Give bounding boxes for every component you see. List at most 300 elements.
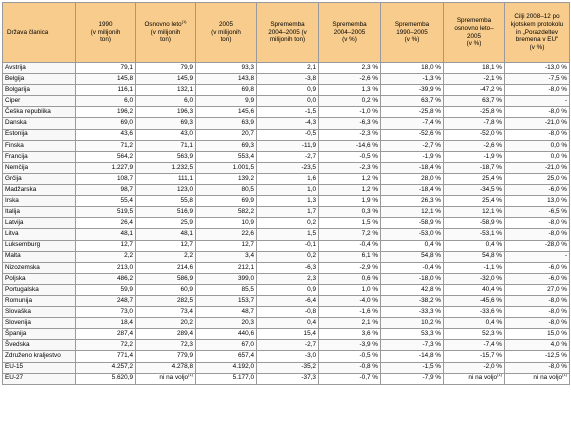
value-cell: ni na voljo$^{(1)}$ [136, 373, 196, 384]
value-cell: 586,9 [136, 273, 196, 284]
value-cell: -2,7 [257, 151, 319, 162]
country-cell: Švedska [3, 340, 76, 351]
country-cell: Danska [3, 118, 76, 129]
value-cell: 132,1 [136, 85, 196, 96]
value-cell: -2,3 % [319, 129, 381, 140]
country-cell: Italija [3, 207, 76, 218]
value-cell: -1,1 % [444, 262, 505, 273]
value-cell: 123,0 [136, 185, 196, 196]
value-cell: 0,4 % [381, 240, 444, 251]
value-cell: 15,4 [257, 329, 319, 340]
value-cell: 145,9 [136, 74, 196, 85]
value-cell: 4.257,2 [76, 362, 136, 373]
value-cell: -53,1 % [444, 229, 505, 240]
value-cell: -0,8 [257, 307, 319, 318]
table-row [3, 107, 570, 118]
value-cell: 43,0 [136, 129, 196, 140]
value-cell: -8,0 % [505, 307, 570, 318]
value-cell: -1,9 % [381, 151, 444, 162]
value-cell: 0,0 [257, 96, 319, 107]
value-cell: 4.192,0 [196, 362, 257, 373]
value-cell: 440,6 [196, 329, 257, 340]
value-cell: -2,9 % [319, 262, 381, 273]
value-cell: 771,4 [76, 351, 136, 362]
value-cell: -8,0 % [505, 295, 570, 306]
value-cell: 282,5 [136, 295, 196, 306]
value-cell: -12,5 % [505, 351, 570, 362]
value-cell: -1,0 % [319, 107, 381, 118]
value-cell: 563,9 [136, 151, 196, 162]
value-cell: -35,2 [257, 362, 319, 373]
country-cell: Grčija [3, 173, 76, 184]
value-cell: 10,2 % [381, 318, 444, 329]
value-cell: 213,0 [76, 262, 136, 273]
value-cell: 15,0 % [505, 329, 570, 340]
value-cell: -33,6 % [444, 307, 505, 318]
value-cell: 60,9 [136, 284, 196, 295]
value-cell: -53,0 % [381, 229, 444, 240]
value-cell: 6,0 [76, 96, 136, 107]
country-cell: Estonija [3, 129, 76, 140]
value-cell: 20,3 [196, 318, 257, 329]
value-cell: -18,4 % [381, 162, 444, 173]
header-col-2: Osnovno leto$^{(1)}$ (v milijonih ton) [136, 3, 196, 63]
value-cell: -1,9 % [444, 151, 505, 162]
value-cell: -6,4 [257, 295, 319, 306]
country-cell: EU-27 [3, 373, 76, 384]
value-cell: 1,2 % [319, 185, 381, 196]
value-cell: 0,4 % [444, 318, 505, 329]
value-cell: -8,0 % [505, 129, 570, 140]
value-cell: 399,0 [196, 273, 257, 284]
table-row [3, 351, 570, 362]
value-cell: -13,0 % [505, 63, 570, 74]
value-cell: 22,6 [196, 229, 257, 240]
value-cell: -4,3 [257, 118, 319, 129]
value-cell: 2,3 % [319, 63, 381, 74]
table-row [3, 240, 570, 251]
value-cell: 0,2 [257, 218, 319, 229]
value-cell: 73,4 [136, 307, 196, 318]
value-cell: 6,0 [136, 96, 196, 107]
header-col-7: Sprememba osnovno leto– 2005 (v %) [444, 3, 505, 63]
value-cell: 67,0 [196, 340, 257, 351]
value-cell: 1,9 % [319, 196, 381, 207]
value-cell: 20,7 [196, 129, 257, 140]
value-cell: 1,0 % [319, 284, 381, 295]
value-cell: 516,9 [136, 207, 196, 218]
value-cell: 582,2 [196, 207, 257, 218]
value-cell: 2,1 % [319, 318, 381, 329]
header-col-5: Sprememba 2004–2005 (v %) [319, 3, 381, 63]
value-cell: -8,0 % [505, 229, 570, 240]
value-cell: -8,0 % [505, 362, 570, 373]
value-cell: -32,0 % [444, 273, 505, 284]
value-cell: 145,8 [76, 74, 136, 85]
value-cell: -1,5 [257, 107, 319, 118]
value-cell: 2,1 [257, 63, 319, 74]
country-cell: Malta [3, 251, 76, 262]
table-row [3, 129, 570, 140]
table-row [3, 74, 570, 85]
value-cell: 1,0 [257, 185, 319, 196]
value-cell: 54,8 % [381, 251, 444, 262]
value-cell: -23,5 [257, 162, 319, 173]
value-cell: 40,4 % [444, 284, 505, 295]
table-row [3, 162, 570, 173]
table-row [3, 262, 570, 273]
value-cell: 48,1 [136, 229, 196, 240]
value-cell: 73,0 [76, 307, 136, 318]
value-cell: 52,3 % [444, 329, 505, 340]
value-cell: 12,1 % [381, 207, 444, 218]
value-cell: -21,0 % [505, 162, 570, 173]
value-cell: 80,5 [196, 185, 257, 196]
value-cell: -18,0 % [381, 273, 444, 284]
country-cell: Romunija [3, 295, 76, 306]
value-cell: 63,9 [196, 118, 257, 129]
value-cell: -6,3 [257, 262, 319, 273]
value-cell: 72,3 [136, 340, 196, 351]
value-cell: 72,2 [76, 340, 136, 351]
value-cell: 55,8 [136, 196, 196, 207]
value-cell: 59,9 [76, 284, 136, 295]
value-cell: ni na voljo$^{(1)}$ [444, 373, 505, 384]
value-cell: 13,0 % [505, 196, 570, 207]
value-cell: -6,0 % [505, 273, 570, 284]
header-col-6: Sprememba 1990–2005 (v %) [381, 3, 444, 63]
table-row [3, 295, 570, 306]
value-cell: -8,0 % [505, 107, 570, 118]
emissions-table-container [2, 2, 569, 423]
country-cell: Poljska [3, 273, 76, 284]
table-row [3, 307, 570, 318]
value-cell: 71,1 [136, 140, 196, 151]
value-cell: 2,2 [136, 251, 196, 262]
table-row [3, 96, 570, 107]
value-cell: 657,4 [196, 351, 257, 362]
value-cell: 25,0 % [505, 173, 570, 184]
value-cell: 1,5 % [319, 218, 381, 229]
table-row [3, 63, 570, 74]
value-cell: 43,6 [76, 129, 136, 140]
value-cell: 26,4 [76, 218, 136, 229]
country-cell: Belgija [3, 74, 76, 85]
value-cell: -52,6 % [381, 129, 444, 140]
value-cell: 248,7 [76, 295, 136, 306]
value-cell: 212,1 [196, 262, 257, 273]
value-cell: 69,8 [196, 85, 257, 96]
value-cell: 564,2 [76, 151, 136, 162]
value-cell: -39,9 % [381, 85, 444, 96]
value-cell: 0,3 % [319, 207, 381, 218]
value-cell: 0,0 % [505, 140, 570, 151]
value-cell: -2,7 % [381, 140, 444, 151]
table-row [3, 173, 570, 184]
value-cell: -28,0 % [505, 240, 570, 251]
table-body [3, 63, 570, 385]
value-cell: 1,3 [257, 196, 319, 207]
country-cell: Avstrija [3, 63, 76, 74]
value-cell: 27,0 % [505, 284, 570, 295]
value-cell: 0,9 [257, 284, 319, 295]
value-cell: 0,9 [257, 85, 319, 96]
value-cell: 1.001,5 [196, 162, 257, 173]
value-cell: 1.232,5 [136, 162, 196, 173]
value-cell: 5.620,9 [76, 373, 136, 384]
value-cell: 12,1 % [444, 207, 505, 218]
value-cell: 0,2 [257, 251, 319, 262]
table-row [3, 373, 570, 384]
value-cell: -38,2 % [381, 295, 444, 306]
country-cell: Nizozemska [3, 262, 76, 273]
value-cell: 18,1 % [444, 63, 505, 74]
value-cell: 28,0 % [381, 173, 444, 184]
value-cell: 108,7 [76, 173, 136, 184]
value-cell: 779,9 [136, 351, 196, 362]
table-row [3, 140, 570, 151]
value-cell: 143,8 [196, 74, 257, 85]
value-cell: 287,4 [76, 329, 136, 340]
value-cell: 6,1 % [319, 251, 381, 262]
value-cell: 1,6 [257, 173, 319, 184]
value-cell: 1,5 [257, 229, 319, 240]
value-cell: 1,2 % [319, 173, 381, 184]
table-row [3, 318, 570, 329]
table-row [3, 273, 570, 284]
table-row [3, 207, 570, 218]
value-cell: 79,9 [136, 63, 196, 74]
table-row [3, 185, 570, 196]
value-cell: -2,3 % [319, 162, 381, 173]
table-row [3, 151, 570, 162]
value-cell: -18,4 % [381, 185, 444, 196]
value-cell: -2,6 % [444, 140, 505, 151]
value-cell: -6,0 % [505, 185, 570, 196]
country-cell: Slovenija [3, 318, 76, 329]
table-row [3, 340, 570, 351]
value-cell: 53,3 % [381, 329, 444, 340]
value-cell: 196,2 [76, 107, 136, 118]
emissions-table [2, 2, 570, 385]
value-cell: -0,8 % [319, 362, 381, 373]
value-cell: 12,7 [196, 240, 257, 251]
country-cell: Češka republika [3, 107, 76, 118]
country-cell: Bolgarija [3, 85, 76, 96]
value-cell: -34,5 % [444, 185, 505, 196]
country-cell: Združeno kraljestvo [3, 351, 76, 362]
value-cell: -33,3 % [381, 307, 444, 318]
value-cell: -25,8 % [444, 107, 505, 118]
value-cell: 69,9 [196, 196, 257, 207]
value-cell: 85,5 [196, 284, 257, 295]
value-cell: -7,4 % [444, 340, 505, 351]
value-cell: 69,3 [196, 140, 257, 151]
value-cell: -8,0 % [505, 218, 570, 229]
table-row [3, 218, 570, 229]
header-col-8: Cilji 2008–12 po kjotskem protokolu in „Porazdeltev bremena v EU" (v %) [505, 3, 570, 63]
value-cell: 93,3 [196, 63, 257, 74]
value-cell: -0,5 % [319, 351, 381, 362]
value-cell: -0,1 [257, 240, 319, 251]
value-cell: 196,3 [136, 107, 196, 118]
value-cell: -21,0 % [505, 118, 570, 129]
value-cell: 18,4 [76, 318, 136, 329]
value-cell: -2,0 % [444, 362, 505, 373]
value-cell: -6,0 % [505, 262, 570, 273]
country-cell: Litva [3, 229, 76, 240]
value-cell: 553,4 [196, 151, 257, 162]
value-cell: 519,5 [76, 207, 136, 218]
table-row [3, 118, 570, 129]
value-cell: 4,0 % [505, 340, 570, 351]
value-cell: -37,3 [257, 373, 319, 384]
table-row [3, 229, 570, 240]
value-cell: 55,4 [76, 196, 136, 207]
value-cell: 25,4 % [444, 173, 505, 184]
value-cell: 54,8 % [444, 251, 505, 262]
value-cell: 9,9 [196, 96, 257, 107]
value-cell: 48,1 [76, 229, 136, 240]
value-cell: -7,5 % [505, 74, 570, 85]
value-cell: 2,2 [76, 251, 136, 262]
value-cell: -3,9 % [319, 340, 381, 351]
value-cell: 63,7 % [381, 96, 444, 107]
header-col-1: 1990 (v milijonih ton) [76, 3, 136, 63]
value-cell: 7,2 % [319, 229, 381, 240]
value-cell: -15,7 % [444, 351, 505, 362]
value-cell: 486,2 [76, 273, 136, 284]
value-cell: -2,7 [257, 340, 319, 351]
header-col-3: 2005 (v milijonih ton) [196, 3, 257, 63]
value-cell: ni na voljo$^{(1)}$ [505, 373, 570, 384]
value-cell: 0,4 % [444, 240, 505, 251]
country-cell: Španija [3, 329, 76, 340]
value-cell: 139,2 [196, 173, 257, 184]
value-cell: -6,5 % [505, 207, 570, 218]
value-cell: -0,5 % [319, 151, 381, 162]
value-cell: -1,5 % [381, 362, 444, 373]
value-cell: -52,0 % [444, 129, 505, 140]
value-cell: 98,7 [76, 185, 136, 196]
table-row [3, 85, 570, 96]
value-cell: 145,6 [196, 107, 257, 118]
value-cell: 3,4 [196, 251, 257, 262]
value-cell: 4.278,8 [136, 362, 196, 373]
value-cell: 289,4 [136, 329, 196, 340]
value-cell: 69,0 [76, 118, 136, 129]
country-cell: Latvija [3, 218, 76, 229]
value-cell: -47,2 % [444, 85, 505, 96]
value-cell: -14,6 % [319, 140, 381, 151]
value-cell: -2,6 % [319, 74, 381, 85]
value-cell: -14,8 % [381, 351, 444, 362]
value-cell: -2,1 % [444, 74, 505, 85]
table-row [3, 329, 570, 340]
country-cell: Nemčija [3, 162, 76, 173]
country-cell: Madžarska [3, 185, 76, 196]
country-cell: Slovaška [3, 307, 76, 318]
value-cell: -18,7 % [444, 162, 505, 173]
table-row [3, 251, 570, 262]
footnote-marker: (1) [188, 373, 193, 378]
value-cell: 79,1 [76, 63, 136, 74]
footnote-marker: (1) [562, 373, 567, 378]
value-cell: 1,3 % [319, 85, 381, 96]
value-cell: - [505, 96, 570, 107]
footnote-marker: (1) [497, 373, 502, 378]
value-cell: -58,9 % [381, 218, 444, 229]
value-cell: 0,6 % [319, 273, 381, 284]
table-header-row [3, 3, 570, 63]
value-cell: -45,6 % [444, 295, 505, 306]
value-cell: -4,0 % [319, 295, 381, 306]
value-cell: -11,9 [257, 140, 319, 151]
value-cell: -25,8 % [381, 107, 444, 118]
value-cell: -1,3 % [381, 74, 444, 85]
value-cell: 63,7 % [444, 96, 505, 107]
value-cell: -7,9 % [381, 373, 444, 384]
table-row [3, 362, 570, 373]
value-cell: -0,5 [257, 129, 319, 140]
value-cell: 18,0 % [381, 63, 444, 74]
value-cell: 214,6 [136, 262, 196, 273]
value-cell: 69,3 [136, 118, 196, 129]
value-cell: -7,4 % [381, 118, 444, 129]
value-cell: -8,0 % [505, 318, 570, 329]
value-cell: 3,6 % [319, 329, 381, 340]
value-cell: -58,9 % [444, 218, 505, 229]
value-cell: -3,8 [257, 74, 319, 85]
value-cell: 26,3 % [381, 196, 444, 207]
country-cell: Portugalska [3, 284, 76, 295]
value-cell: -6,3 % [319, 118, 381, 129]
value-cell: -7,3 % [381, 340, 444, 351]
value-cell: 1.227,9 [76, 162, 136, 173]
country-cell: Finska [3, 140, 76, 151]
value-cell: 25,4 % [444, 196, 505, 207]
country-cell: Francija [3, 151, 76, 162]
value-cell: 10,9 [196, 218, 257, 229]
country-cell: Luksemburg [3, 240, 76, 251]
value-cell: -7,8 % [444, 118, 505, 129]
value-cell: 12,7 [76, 240, 136, 251]
value-cell: 42,8 % [381, 284, 444, 295]
value-cell: 12,7 [136, 240, 196, 251]
table-row [3, 284, 570, 295]
value-cell: 0,0 % [505, 151, 570, 162]
footnote-marker: (1) [181, 18, 187, 24]
value-cell: 0,4 [257, 318, 319, 329]
value-cell: -0,4 % [319, 240, 381, 251]
value-cell: 48,7 [196, 307, 257, 318]
value-cell: 1,7 [257, 207, 319, 218]
value-cell: 0,2 % [319, 96, 381, 107]
value-cell: -0,4 % [381, 262, 444, 273]
value-cell: 25,9 [136, 218, 196, 229]
value-cell: 2,3 [257, 273, 319, 284]
value-cell: 71,2 [76, 140, 136, 151]
value-cell: 111,1 [136, 173, 196, 184]
value-cell: -1,6 % [319, 307, 381, 318]
value-cell: 20,2 [136, 318, 196, 329]
country-cell: Ciper [3, 96, 76, 107]
country-cell: EU-15 [3, 362, 76, 373]
value-cell: 5.177,0 [196, 373, 257, 384]
header-col-4: Sprememba 2004–2005 (v milijonih ton) [257, 3, 319, 63]
value-cell: - [505, 251, 570, 262]
value-cell: 116,1 [76, 85, 136, 96]
